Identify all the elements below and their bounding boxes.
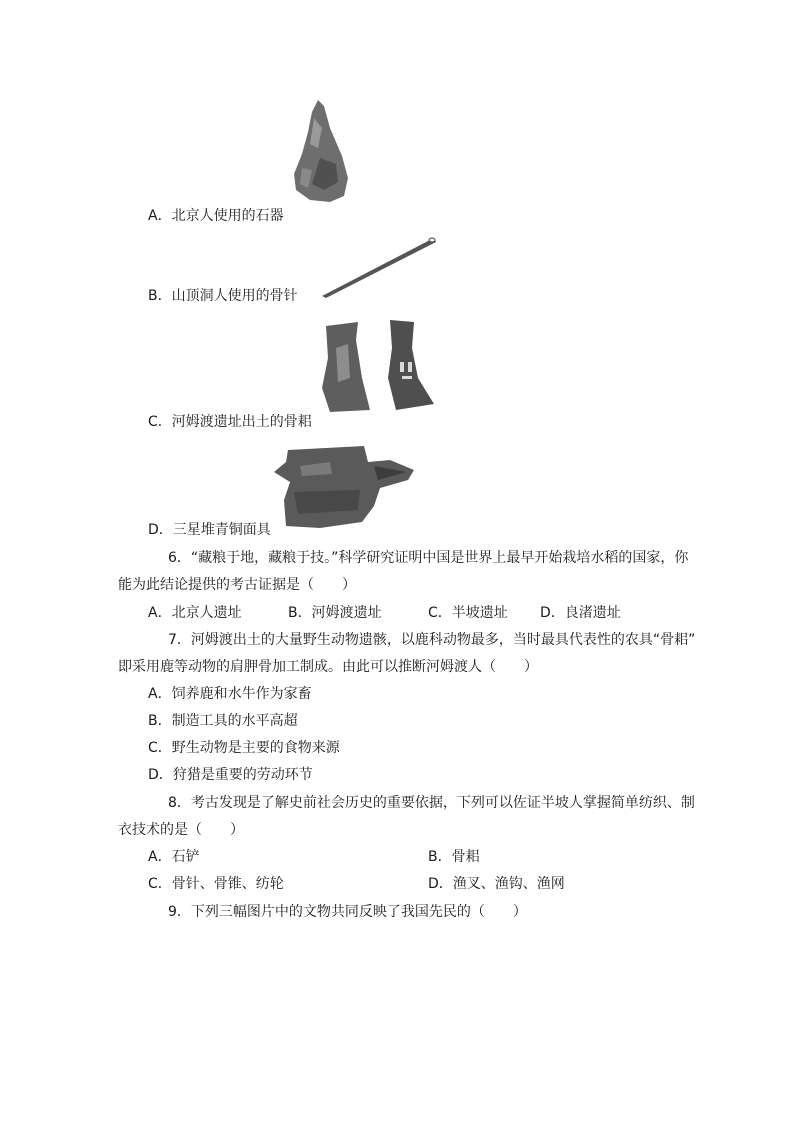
q7-line2: 即采用鹿等动物的肩胛骨加工制成。由此可以推断河姆渡人（ ） [118, 659, 538, 675]
q7-option-c: C．野生动物是主要的食物来源 [148, 740, 340, 756]
q8-option-b: B．骨耜 [428, 849, 480, 865]
q6-option-b: B．河姆渡遗址 [288, 605, 382, 621]
stone-tool-icon [290, 98, 352, 204]
q6-option-a: A．北京人遗址 [148, 605, 242, 621]
bone-needle-icon [318, 234, 442, 300]
q7-option-a: A．饲养鹿和水牛作为家畜 [148, 686, 312, 702]
bronze-mask-icon [270, 440, 420, 532]
q8-option-d: D．渔叉、渔钩、渔网 [428, 876, 565, 892]
q6-line2: 能为此结论提供的考古证据是（ ） [118, 577, 356, 593]
q6-option-c: C．半坡遗址 [428, 605, 508, 621]
option-a-label: A．北京人使用的石器 [148, 208, 284, 224]
q8-line2: 衣技术的是（ ） [118, 822, 244, 838]
q7-option-d: D．狩猎是重要的劳动环节 [148, 767, 313, 783]
option-c-label: C．河姆渡遗址出土的骨耜 [148, 414, 312, 430]
q6-option-d: D．良渚遗址 [540, 605, 621, 621]
q8-option-a: A．石铲 [148, 849, 200, 865]
q8-option-c: C．骨针、骨锥、纺轮 [148, 876, 284, 892]
q7-option-b: B．制造工具的水平高超 [148, 713, 298, 729]
bone-spade-icon [318, 318, 446, 416]
option-b-label: B．山顶洞人使用的骨针 [148, 288, 298, 304]
q7-line1: 7．河姆渡出土的大量野生动物遗骸，以鹿科动物最多，当时最具代表性的农具“骨耜” [168, 632, 696, 648]
option-d-label: D．三星堆青铜面具 [148, 522, 271, 538]
q9-line1: 9．下列三幅图片中的文物共同反映了我国先民的（ ） [168, 904, 527, 920]
q8-line1: 8．考古发现是了解史前社会历史的重要依据，下列可以佐证半坡人掌握简单纺织、制 [168, 795, 695, 811]
q6-line1: 6．“藏粮于地，藏粮于技。”科学研究证明中国是世界上最早开始栽培水稻的国家，你 [168, 550, 689, 566]
